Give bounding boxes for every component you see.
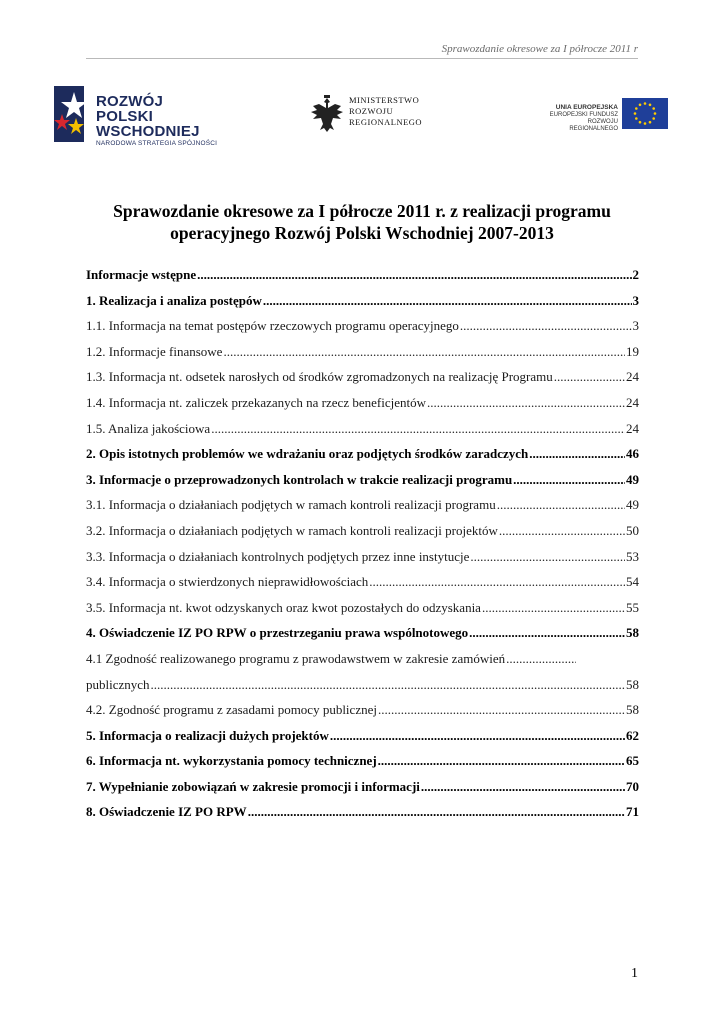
toc-entry[interactable] <box>86 395 639 421</box>
toc-entry-label: 1.5. Analiza jakościowa <box>86 420 211 436</box>
toc-dot-leader <box>330 728 625 744</box>
toc-dot-leader <box>470 549 625 565</box>
toc-dot-leader <box>513 472 625 488</box>
eu-logo-line2: EUROPEJSKI FUNDUSZ <box>549 112 618 118</box>
toc-dot-leader <box>469 625 625 641</box>
toc-dot-leader <box>427 395 625 411</box>
toc-entry-page: 49 <box>626 471 639 487</box>
toc-entry-page: 71 <box>626 804 639 820</box>
toc-entry-label: 3.5. Informacja nt. kwot odzyskanych oraz kwot pozostałych do odzyskania <box>86 599 481 615</box>
document-title <box>86 200 638 244</box>
toc-entry-label: 7. Wypełnianie zobowiązań w zakresie promocji i informacji <box>86 778 420 794</box>
toc-entry[interactable] <box>86 625 639 651</box>
toc-entry[interactable] <box>86 728 639 754</box>
toc-entry-page: 65 <box>626 753 639 769</box>
rpw-logo-line3: NARODOWA STRATEGIA SPÓJNOŚCI <box>96 140 218 147</box>
toc-entry-page: 50 <box>626 522 639 538</box>
rpw-logo-line2: POLSKI WSCHODNIEJ <box>96 108 200 140</box>
toc-entry-page: 58 <box>626 676 639 692</box>
toc-entry-label: 2. Opis istotnych problemów we wdrażaniu oraz podjętych środków zaradczych <box>86 446 529 462</box>
toc-entry[interactable] <box>86 472 639 498</box>
toc-entry-page: 49 <box>626 497 639 513</box>
toc-dot-leader <box>248 804 625 820</box>
toc-dot-leader <box>378 753 625 769</box>
toc-dot-leader <box>369 574 625 590</box>
toc-entry-page: 53 <box>626 548 639 564</box>
toc-entry[interactable] <box>86 574 639 600</box>
toc-dot-leader <box>497 497 625 513</box>
toc-entry[interactable] <box>86 421 639 447</box>
toc-entry-page: 24 <box>626 420 639 436</box>
toc-entry-page: 2 <box>632 267 639 282</box>
toc-entry[interactable] <box>86 344 639 370</box>
toc-entry-page: 54 <box>626 574 639 590</box>
toc-entry-page: 62 <box>626 727 639 743</box>
rozwoj-polski-wschodniej-logo <box>52 84 252 146</box>
toc-entry-page: 58 <box>626 702 639 718</box>
toc-entry-label: Informacje wstępne <box>86 267 197 282</box>
ministry-logo-line3: REGIONALNEGO <box>349 117 423 127</box>
toc-entry[interactable] <box>86 318 639 344</box>
eu-logo-line3: ROZWOJU REGIONALNEGO <box>569 119 618 132</box>
toc-entry-page: 19 <box>626 343 639 359</box>
toc-dot-leader <box>554 369 625 385</box>
toc-entry-label: 4.2. Zgodność programu z zasadami pomocy publicznej <box>86 702 377 718</box>
toc-dot-leader <box>223 344 625 360</box>
toc-dot-leader <box>506 651 576 667</box>
toc-entry[interactable] <box>86 779 639 805</box>
rpw-logo-line1: ROZWÓJ <box>96 93 164 110</box>
eu-fund-logo <box>538 98 668 130</box>
toc-dot-leader <box>211 421 625 437</box>
toc-entry[interactable] <box>86 753 639 779</box>
ministry-logo-line2: ROZWOJU <box>349 106 394 116</box>
toc-entry[interactable] <box>86 600 639 626</box>
toc-entry-label: 3.3. Informacja o działaniach kontrolnych podjętych przez inne instytucje <box>86 548 470 564</box>
page-number: 1 <box>631 966 638 981</box>
toc-entry-label: 3. Informacje o przeprowadzonych kontrolach w trakcie realizacji programu <box>86 471 513 487</box>
toc-dot-leader <box>151 677 625 693</box>
ministry-logo <box>309 92 429 142</box>
toc-entry-label: 1. Realizacja i analiza postępów <box>86 292 262 308</box>
document-title-line2: operacyjnego Rozwój Polski Wschodniej 2007-2013 <box>170 223 554 243</box>
toc-entry-label: 1.4. Informacja nt. zaliczek przekazanych na rzecz beneficjentów <box>86 394 426 410</box>
toc-dot-leader <box>378 702 625 718</box>
toc-entry-label: 4. Oświadczenie IZ PO RPW o przestrzeganiu prawa wspólnotowego <box>86 625 469 641</box>
toc-entry-page: 3 <box>632 292 639 308</box>
header-rule <box>86 58 638 59</box>
eu-flag-icon <box>622 98 668 129</box>
toc-entry[interactable] <box>86 293 639 319</box>
toc-entry-label: 3.2. Informacja o działaniach podjętych w ramach kontroli realizacji projektów <box>86 522 498 538</box>
toc-entry-label: 5. Informacja o realizacji dużych projektów <box>86 727 329 743</box>
toc-entry-label: 3.1. Informacja o działaniach podjętych w ramach kontroli realizacji programu <box>86 497 496 513</box>
running-header: Sprawozdanie okresowe za I półrocze 2011 r <box>441 43 638 55</box>
toc-entry-label: 8. Oświadczenie IZ PO RPW <box>86 804 247 820</box>
toc-entry-page: 70 <box>626 778 639 794</box>
toc-entry-page: 3 <box>632 318 639 334</box>
toc-dot-leader <box>482 600 625 616</box>
toc-entry-page: 55 <box>626 599 639 615</box>
toc-entry[interactable] <box>86 804 639 830</box>
eu-logo-line1: UNIA EUROPEJSKA <box>555 104 618 111</box>
toc-entry-label: 6. Informacja nt. wykorzystania pomocy technicznej <box>86 753 377 769</box>
toc-entry[interactable] <box>86 651 639 677</box>
eagle-emblem-icon <box>309 94 345 136</box>
toc-entry[interactable] <box>86 549 639 575</box>
toc-entry[interactable] <box>86 523 639 549</box>
toc-dot-leader <box>529 446 625 462</box>
toc-entry-label: 4.1 Zgodność realizowanego programu z prawodawstwem w zakresie zamówień <box>86 650 506 666</box>
toc-entry[interactable] <box>86 267 639 293</box>
toc-entry-label: 1.2. Informacje finansowe <box>86 343 223 359</box>
toc-entry-label: 1.1. Informacja na temat postępów rzeczowych programu operacyjnego <box>86 318 459 334</box>
toc-entry[interactable] <box>86 369 639 395</box>
toc-entry-page: 24 <box>626 369 639 385</box>
toc-entry-page: 46 <box>626 446 639 462</box>
toc-entry-label: 1.3. Informacja nt. odsetek narosłych od środków zgromadzonych na realizację Programu <box>86 369 553 385</box>
toc-entry-page: 58 <box>626 625 639 641</box>
toc-dot-leader <box>460 318 632 334</box>
rpw-star-icon <box>52 84 96 144</box>
ministry-logo-line1: MINISTERSTWO <box>349 95 420 105</box>
toc-entry[interactable] <box>86 497 639 523</box>
toc-dot-leader <box>197 267 631 283</box>
toc-entry-page: 24 <box>626 394 639 410</box>
toc-entry-label: publicznych <box>86 676 150 692</box>
toc-entry[interactable] <box>86 446 639 472</box>
toc-dot-leader <box>499 523 625 539</box>
table-of-contents <box>86 267 639 830</box>
toc-entry[interactable] <box>86 677 639 703</box>
toc-entry[interactable] <box>86 702 639 728</box>
toc-entry-label: 3.4. Informacja o stwierdzonych nieprawidłowościach <box>86 574 369 590</box>
toc-dot-leader <box>421 779 625 795</box>
document-title-line1: Sprawozdanie okresowe za I półrocze 2011 r. z realizacji programu <box>113 201 611 221</box>
toc-dot-leader <box>263 293 632 309</box>
